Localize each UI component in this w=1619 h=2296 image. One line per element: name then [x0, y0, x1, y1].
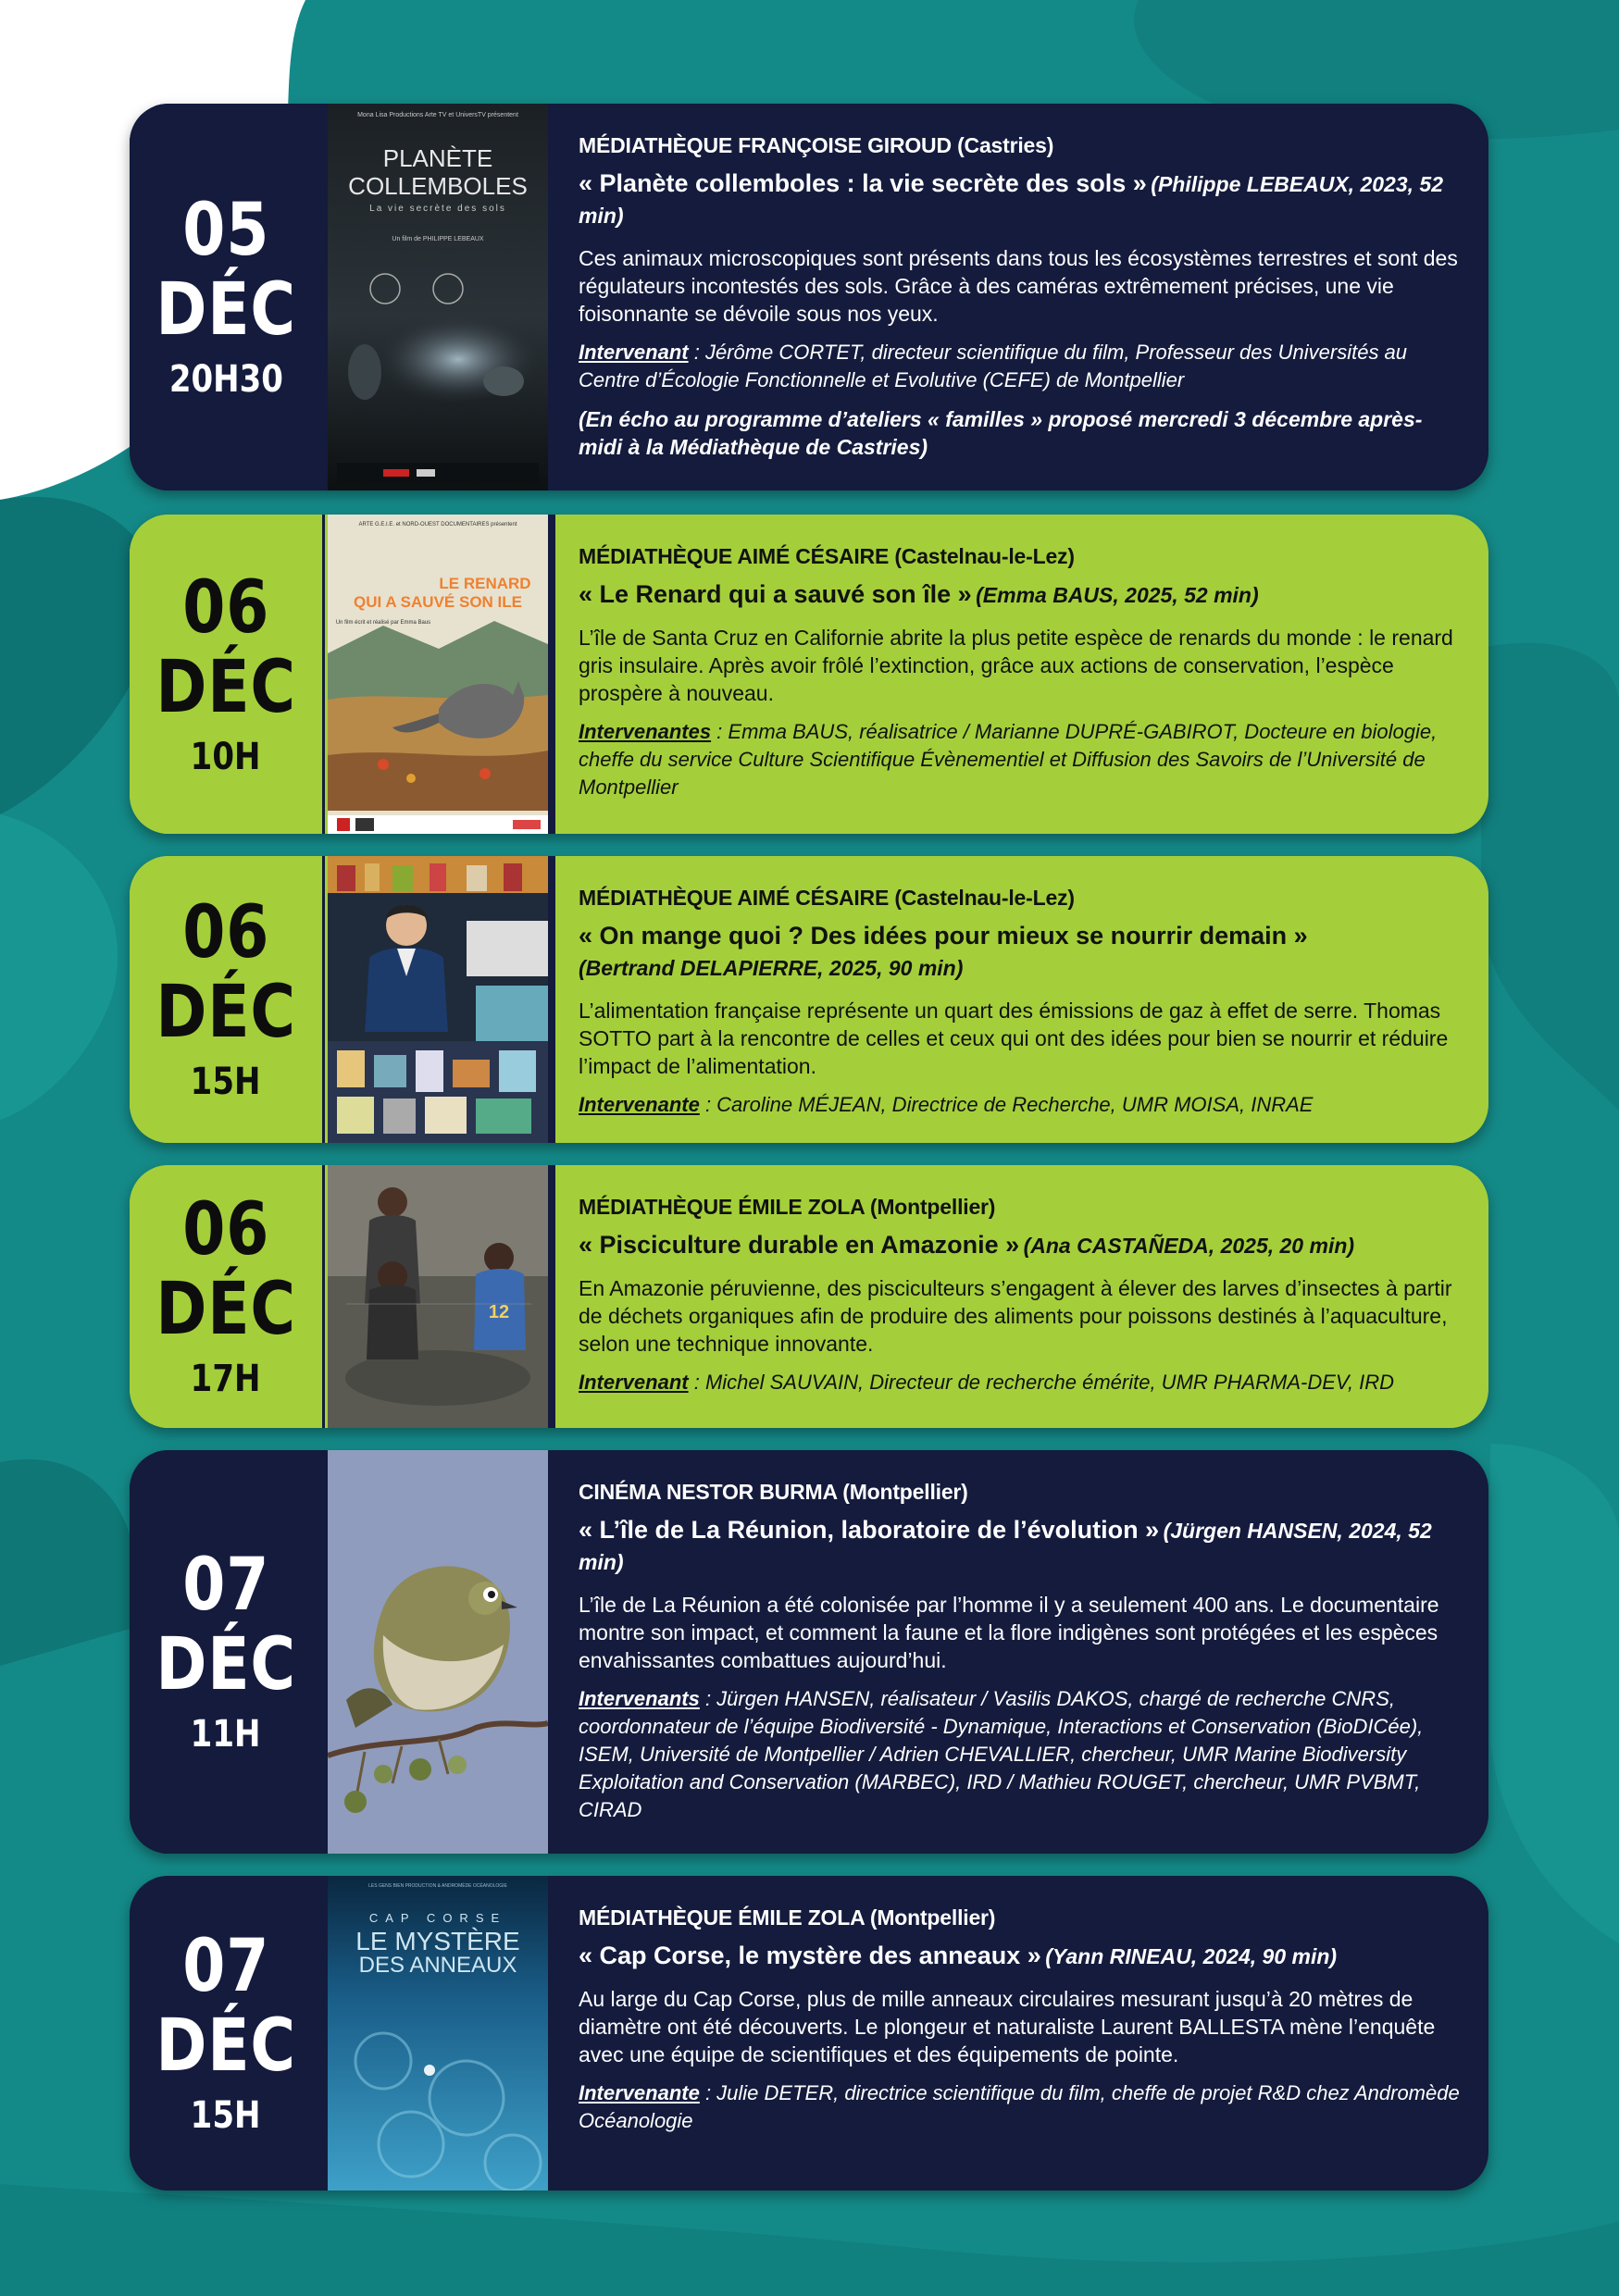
speaker-label: Intervenant: [579, 341, 689, 364]
event-time: 10H: [191, 735, 261, 778]
speaker-separator: :: [688, 1371, 705, 1394]
event-date: [130, 1165, 325, 1428]
speakers: [579, 339, 1464, 394]
event-month: DÉC: [156, 971, 296, 1054]
event-card-4: [130, 1165, 1488, 1428]
event-day: 07: [182, 1925, 269, 2008]
svg-text:LE RENARD: LE RENARD: [439, 575, 531, 592]
venue-name: MÉDIATHÈQUE AIMÉ CÉSAIRE: [579, 544, 890, 568]
speaker-list: Julie DETER, directrice scientifique du film, cheffe de projet R&D chez Andromède Océanologie: [579, 2081, 1460, 2132]
svg-text:DES ANNEAUX: DES ANNEAUX: [358, 1953, 517, 1978]
event-content: [579, 1905, 1464, 2135]
event-month: DÉC: [156, 1623, 296, 1706]
event-date: [130, 1450, 325, 1854]
film-title: « L’île de La Réunion, laboratoire de l’évolution »: [579, 1516, 1160, 1544]
event-day: 06: [182, 565, 269, 650]
event-date: [130, 1876, 325, 2191]
svg-text:12: 12: [488, 1302, 510, 1322]
speakers: [579, 2079, 1464, 2135]
event-month: DÉC: [156, 1268, 296, 1351]
event-note: (En écho au programme d’ateliers « familles » proposé mercredi 3 décembre après-midi à la Médiathèque de Castries): [579, 407, 1423, 459]
svg-text:ARTE G.E.I.E. et NORD-OUEST DO: ARTE G.E.I.E. et NORD-OUEST DOCUMENTAIRES présentent: [358, 522, 517, 527]
film-description: Au large du Cap Corse, plus de mille anneaux circulaires mesurant jusqu’à 20 mètres de diamètre ont été découverts. Le plongeur et naturaliste Laurent BALLESTA mène l’enquête avec une équipe de scientifiques et des équipements de pointe.: [579, 1987, 1436, 2066]
film-description: L’alimentation française représente un quart des émissions de gaz à effet de serre. Thomas SOTTO part à la rencontre de celles et ceux qui ont des idées pour bien se nourrir et réduire l’impact de l’alimentation.: [579, 999, 1449, 1078]
svg-text:Un film de PHILIPPE LEBEAUX: Un film de PHILIPPE LEBEAUX: [392, 236, 484, 242]
film-info: (Jürgen HANSEN, 2024, 52 min): [579, 1519, 1432, 1574]
event-month: DÉC: [156, 645, 296, 729]
film-description: Ces animaux microscopiques sont présents dans tous les écosystèmes terrestres et sont des régulateurs incontestés des sols. Grâce à des caméras extrêmement précises, une vie foisonnante se dévoile sous nos yeux.: [579, 246, 1458, 326]
svg-text:CAP CORSE: CAP CORSE: [368, 1911, 507, 1925]
event-day: 05: [182, 189, 269, 272]
poster-on-mange-quoi: [328, 856, 555, 1143]
event-time: 20H30: [168, 358, 283, 401]
venue: [579, 544, 1464, 569]
svg-text:COLLEMBOLES: COLLEMBOLES: [348, 172, 528, 200]
speaker-list: Jürgen HANSEN, réalisateur / Vasilis DAKOS, chargé de recherche CNRS, coordonnateur de l’équipe Biodiversité - Dynamique, Interactions et Conservation (BioDICée), ISEM, Université de Montpellier / Adrien CHEVALLIER, chercheur, UMR Marine Biodiversity Exploitation and Conservation (MARBEC), IRD / Mathieu ROUGET, chercheur, UMR PVBMT, CIRAD: [579, 1687, 1424, 1821]
film-info: (Emma BAUS, 2025, 52 min): [976, 583, 1259, 607]
film: [579, 1516, 1464, 1580]
venue-name: MÉDIATHÈQUE ÉMILE ZOLA: [579, 1195, 865, 1219]
film: [579, 1231, 1464, 1263]
event-month: DÉC: [156, 2004, 296, 2088]
film-info: (Bertrand DELAPIERRE, 2025, 90 min): [579, 956, 964, 980]
poster-le-renard: [328, 515, 555, 834]
poster-planete-collemboles: [328, 104, 555, 490]
speaker-label: Intervenant: [579, 1371, 689, 1394]
event-date: [130, 856, 325, 1143]
film-title: « On mange quoi ? Des idées pour mieux se nourrir demain »: [579, 922, 1308, 949]
venue-name: MÉDIATHÈQUE FRANÇOISE GIROUD: [579, 133, 952, 157]
speaker-separator: :: [699, 1093, 717, 1116]
event-day: 07: [182, 1544, 269, 1627]
svg-text:PLANÈTE: PLANÈTE: [382, 144, 493, 172]
speakers: [579, 1091, 1464, 1119]
film-title: « Pisciculture durable en Amazonie »: [579, 1231, 1020, 1259]
film-title: « Planète collemboles : la vie secrète des sols »: [579, 169, 1147, 197]
film-info: (Yann RINEAU, 2024, 90 min): [1045, 1944, 1338, 1968]
speaker-separator: :: [699, 1687, 717, 1710]
svg-text:Mona Lisa Productions Arte TV: Mona Lisa Productions Arte TV et UniversTV présentent: [357, 112, 518, 118]
svg-text:Un film écrit et réalisé par E: Un film écrit et réalisé par Emma Baus: [335, 620, 431, 626]
svg-text:La vie secrète des sols: La vie secrète des sols: [369, 204, 506, 214]
film-title: « Le Renard qui a sauvé son île »: [579, 580, 972, 608]
speaker-list: Michel SAUVAIN, Directeur de recherche émérite, UMR PHARMA-DEV, IRD: [704, 1371, 1395, 1394]
speaker-label: Intervenante: [579, 1093, 700, 1116]
event-card-6: [130, 1876, 1488, 2191]
film: [579, 1942, 1464, 1974]
venue: [579, 1480, 1464, 1505]
event-day: 06: [182, 891, 269, 974]
event-time: 15H: [191, 1061, 261, 1103]
film: [579, 922, 1464, 986]
speaker-list: Caroline MÉJEAN, Directrice de Recherche, UMR MOISA, INRAE: [716, 1093, 1314, 1116]
speaker-label: Intervenantes: [579, 720, 712, 743]
film-description: L’île de La Réunion a été colonisée par l’homme il y a seulement 400 ans. Le documentaire montre son impact, et comment la faune et la flore indigènes sont protégées et les espèces envahissantes combattues aujourd’hui.: [579, 1593, 1439, 1672]
event-content: [579, 886, 1464, 1119]
speaker-label: Intervenante: [579, 2081, 700, 2104]
poster-pisciculture: [328, 1165, 555, 1428]
speaker-separator: :: [711, 720, 729, 743]
speaker-list: Emma BAUS, réalisatrice / Marianne DUPRÉ-GABIROT, Docteure en biologie, cheffe du service Culture Scientifique Évènementiel et Diffusion des Savoirs de l’Université de Montpellier: [579, 720, 1438, 799]
film: [579, 580, 1464, 613]
event-time: 17H: [191, 1358, 261, 1400]
film-title: « Cap Corse, le mystère des anneaux »: [579, 1942, 1041, 1969]
svg-text:QUI A SAUVÉ SON ILE: QUI A SAUVÉ SON ILE: [354, 593, 522, 611]
event-date: [130, 515, 325, 834]
film-description: En Amazonie péruvienne, des pisciculteurs s’engagent à élever des larves d’insectes à partir de déchets organiques afin de produire des aliments pour poissons destinés à l’aquaculture, selon une technique innovante.: [579, 1276, 1452, 1356]
event-month: DÉC: [156, 268, 296, 352]
venue: [579, 886, 1464, 911]
venue-city: (Montpellier): [842, 1480, 968, 1504]
speakers: [579, 1369, 1464, 1396]
svg-text:LES GENS BIEN PRODUCTION & AND: LES GENS BIEN PRODUCTION & ANDROMÈDE OCÉANOLOGIE: [368, 1883, 507, 1889]
poster-ile-de-la-reunion: [328, 1450, 555, 1854]
speaker-list: Jérôme CORTET, directeur scientifique du film, Professeur des Universités au Centre d’Écologie Fonctionnelle et Evolutive (CEFE) de Montpellier: [579, 341, 1408, 391]
venue: [579, 1195, 1464, 1220]
event-card-3: [130, 856, 1488, 1143]
event-content: [579, 544, 1464, 801]
speaker-separator: :: [699, 2081, 717, 2104]
event-date: [130, 104, 325, 490]
event-content: [579, 1195, 1464, 1396]
speakers: [579, 718, 1464, 801]
venue-name: CINÉMA NESTOR BURMA: [579, 1480, 838, 1504]
film: [579, 169, 1464, 233]
event-card-2: [130, 515, 1488, 834]
speaker-label: Intervenants: [579, 1687, 700, 1710]
film-info: (Philippe LEBEAUX, 2023, 52 min): [579, 172, 1443, 228]
venue-name: MÉDIATHÈQUE ÉMILE ZOLA: [579, 1905, 865, 1930]
film-description: L’île de Santa Cruz en Californie abrite la plus petite espèce de renards du monde : le renard gris insulaire. Après avoir frôlé l’extinction, grâce aux actions de conservation, l’espèce prospère à nouveau.: [579, 626, 1453, 705]
venue: [579, 1905, 1464, 1930]
poster-cap-corse: [328, 1876, 555, 2191]
venue-city: (Montpellier): [869, 1905, 996, 1930]
venue-city: (Castelnau-le-Lez): [894, 544, 1075, 568]
event-content: [579, 1480, 1464, 1824]
event-time: 11H: [191, 1713, 261, 1756]
event-card-1: [130, 104, 1488, 490]
venue-name: MÉDIATHÈQUE AIMÉ CÉSAIRE: [579, 886, 890, 910]
svg-text:LE MYSTÈRE: LE MYSTÈRE: [355, 1927, 520, 1955]
event-day: 06: [182, 1188, 269, 1272]
venue-city: (Castelnau-le-Lez): [894, 886, 1075, 910]
speakers: [579, 1685, 1464, 1824]
venue: [579, 133, 1464, 158]
event-card-5: [130, 1450, 1488, 1854]
venue-city: (Montpellier): [869, 1195, 996, 1219]
film-info: (Ana CASTAÑEDA, 2025, 20 min): [1023, 1234, 1355, 1258]
event-content: [579, 133, 1464, 461]
venue-city: (Castries): [957, 133, 1054, 157]
speaker-separator: :: [688, 341, 705, 364]
event-time: 15H: [191, 2094, 261, 2137]
